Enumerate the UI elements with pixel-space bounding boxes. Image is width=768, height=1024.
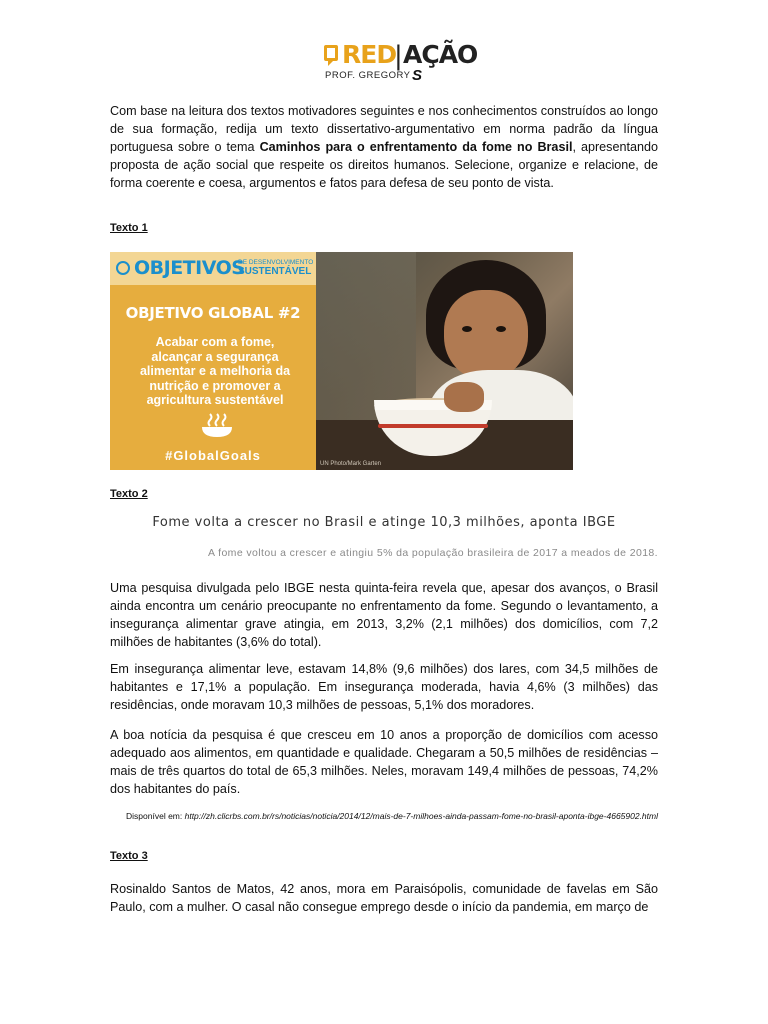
un-emblem-icon	[116, 261, 130, 275]
sdg-ods-big: SUSTENTÁVEL	[238, 266, 312, 277]
source-citation	[110, 810, 658, 822]
logo-red: RED	[342, 40, 397, 69]
intro-part2: , apresentando proposta de ação social que respeite os direitos humanos. Selecione, organize e relacione, de forma coerente e coesa, argumentos e fatos para defesa de seu ponto de vista.	[110, 140, 658, 190]
texto2-label: Texto 2	[110, 488, 148, 500]
texto1-label: Texto 1	[110, 222, 148, 234]
sdg-topbar	[110, 252, 316, 285]
sdg-ods	[238, 259, 313, 277]
sdg-brand: OBJETIVOS	[134, 257, 245, 279]
goal-text: Acabar com a fome, alcançar a segurança alimentar e a melhoria da nutrição e promover a agricultura sustentável	[139, 335, 291, 408]
article-paragraph-1: Uma pesquisa divulgada pelo IBGE nesta quinta-feira revela que, apesar dos avanços, o Brasil ainda encontra um cenário preocupante no enfrentamento da fome. Segundo o levantamento, a insegurança alimentar grave atingia, em 2013, 3,2% (2,1 milhões) dos domicílios, com 7,2 milhões de habitantes (3,6% do total).	[110, 581, 658, 649]
source-url: http://zh.clicrbs.com.br/rs/noticias/noticia/2014/12/mais-de-7-milhoes-ainda-passam-fome-no-brasil-aponta-ibge-4665902.html	[184, 811, 658, 821]
article-headline: Fome volta a crescer no Brasil e atinge 10,3 milhões, aponta IBGE	[152, 515, 616, 530]
child-eating-photo	[316, 252, 573, 470]
hashtag: #GlobalGoals	[165, 448, 261, 463]
sdg-image	[110, 252, 573, 470]
photo-credit: UN Photo/Mark Garten	[320, 461, 382, 467]
logo	[322, 40, 478, 88]
logo-acao: AÇÃO	[403, 40, 478, 69]
sdg-ods-small: DE DESENVOLVIMENTO	[238, 259, 314, 266]
bowl-icon	[200, 412, 234, 438]
source-prefix: Disponível em:	[126, 811, 183, 821]
texto3-paragraph-1: Rosinaldo Santos de Matos, 42 anos, mora em Paraisópolis, comunidade de favelas em São Paulo, com a mulher. O casal não consegue emprego desde o início da pandemia, em março de	[110, 882, 658, 914]
intro-paragraph	[110, 102, 658, 192]
intro-part1: Com base na leitura dos textos motivadores seguintes e nos conhecimentos construídos ao longo de sua formação, redija um texto dissertativo-argumentativo em norma padrão da língua portuguesa sobre o tema	[110, 104, 658, 154]
speech-bubble-icon	[324, 45, 338, 61]
article-subline: A fome voltou a crescer e atingiu 5% da população brasileira de 2017 a meados de 2018.	[207, 547, 658, 559]
logo-prof: PROF. GREGORY	[325, 70, 411, 81]
goal-title: OBJETIVO GLOBAL #2	[125, 304, 301, 322]
intro-theme: Caminhos para o enfrentamento da fome no Brasil	[259, 140, 573, 154]
sdg-panel	[110, 252, 316, 470]
article-paragraph-3: A boa notícia da pesquisa é que cresceu em 10 anos a proporção de domicílios com acesso adequado aos alimentos, em quantidade e qualidade. Chegaram a 50,5 milhões de residências – mais de três quartos do total de 65,3 milhões. Neles, moravam 149,4 milhões de pessoas, 74,2% dos habitantes do país.	[110, 728, 658, 796]
texto3-label: Texto 3	[110, 850, 148, 862]
logo-separator: |	[394, 41, 403, 71]
article-paragraph-2: Em insegurança alimentar leve, estavam 14,8% (9,6 milhões) dos lares, com 34,5 milhões de habitantes e 17,1% a população. Em insegurança moderada, havia 4,6% (3 milhões) das residências, onde moravam 10,3 milhões de pessoas, 5,1% dos moradores.	[110, 662, 658, 712]
logo-signature: S	[412, 67, 423, 84]
